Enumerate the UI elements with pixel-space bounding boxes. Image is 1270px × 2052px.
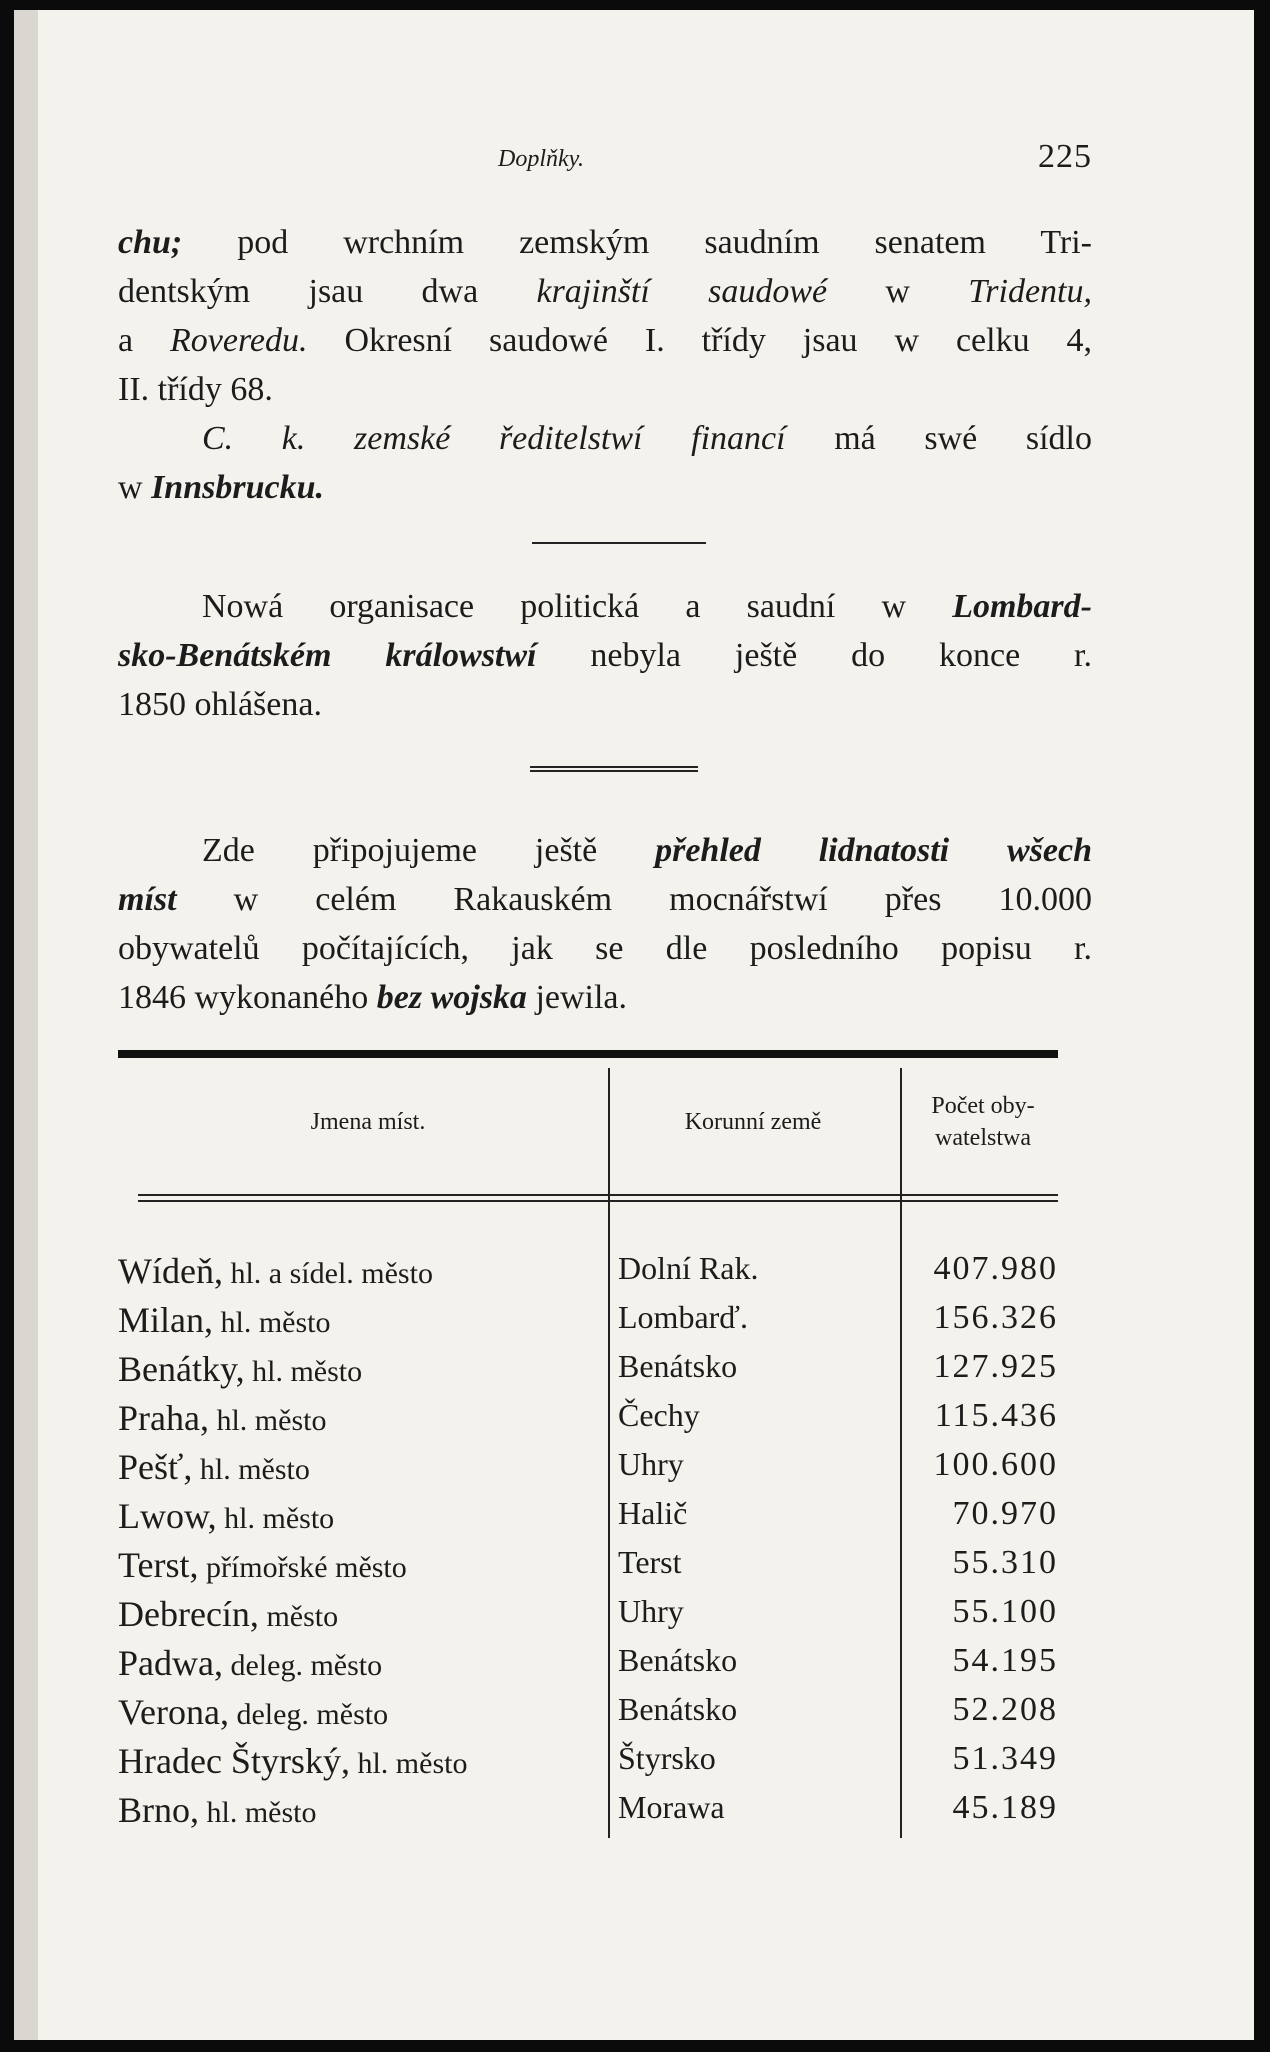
text-line [118,631,1092,680]
text-line [118,267,1092,316]
header-place: Jmena míst. [310,1109,426,1135]
place-name: Hradec Štyrský, [118,1741,350,1781]
section-divider [530,766,698,768]
place-status: deleg. město [228,1698,389,1731]
running-title: Doplňky. [498,146,584,172]
text-run: má swé sídlo [785,420,1092,457]
place-status: hl. město [213,1306,331,1339]
table-row [118,1642,1058,1691]
text-run: Roveredu. [170,322,308,359]
place-status: hl. město [349,1747,468,1780]
text-run: Nowá organisace politická a saudní w [202,588,953,625]
place-cell [118,1593,338,1635]
place-status: hl. město [199,1796,317,1829]
crown-land-cell: Uhry [618,1446,684,1482]
place-status: deleg. město [222,1649,383,1682]
table-row [118,1348,1058,1397]
crown-land-cell: Halič [618,1495,688,1531]
population-cell: 127.925 [933,1348,1058,1385]
crown-land-cell: Čechy [618,1397,700,1433]
text-run: dentským jsau dwa [118,273,537,310]
text-run: míst [118,881,177,918]
place-cell [118,1397,326,1439]
place-cell [118,1691,388,1733]
table-row [118,1544,1058,1593]
table-top-rule [118,1050,1058,1058]
place-cell [118,1250,433,1292]
place-status: město [258,1600,339,1633]
population-cell: 70.970 [952,1495,1058,1532]
place-cell [118,1348,362,1390]
paragraph-overview [118,826,1092,1022]
crown-land-cell: Dolní Rak. [618,1250,759,1286]
place-name: Padwa, [118,1643,223,1683]
text-run: w [118,469,152,506]
text-line [118,365,1092,414]
header-rule [902,1200,1058,1202]
population-cell: 115.436 [934,1397,1058,1434]
place-status: hl. město [192,1453,310,1486]
section-divider [532,542,706,544]
running-header [118,138,1092,178]
text-line [118,582,1092,631]
text-run: Zde připojujeme ještě [202,832,656,869]
text-run: 1846 wykonaného [118,979,377,1016]
text-run: obywatelů počítajících, jak se dle posledního popisu r. [118,930,1092,967]
section-divider [530,770,698,772]
population-cell: 55.100 [952,1593,1058,1630]
place-status: hl. město [208,1404,327,1437]
table-row [118,1446,1058,1495]
table-row [118,1789,1058,1838]
text-run: pod wrchním zemským saudním senatem Tri- [182,224,1092,261]
header-population [908,1090,1058,1154]
header-rule [610,1200,900,1202]
text-run: II. třídy 68. [118,371,273,408]
header-population-line2: watelstwa [935,1125,1031,1151]
place-status: přímořské město [198,1551,407,1584]
table-row [118,1593,1058,1642]
population-cell: 407.980 [933,1250,1058,1287]
text-run: sko-Benátském králowstwí [118,637,537,674]
text-run: w celém Rakauském mocnářstwí přes 10.000 [176,881,1092,918]
place-cell [118,1740,467,1782]
place-name: Lwow, [118,1496,217,1536]
paragraph-finance [118,414,1092,512]
book-page [14,10,1254,2040]
place-name: Pešť, [118,1447,193,1487]
header-rule [902,1194,1058,1196]
place-name: Praha, [118,1398,209,1438]
header-rule [610,1194,900,1196]
table-row [118,1397,1058,1446]
text-run: Innsbrucku. [151,469,324,506]
text-line [118,826,1092,875]
text-run: C. k. zemské ředitelstwí financí [202,420,786,457]
place-cell [118,1446,310,1488]
text-line [118,973,1092,1022]
population-cell: 156.326 [933,1299,1058,1336]
population-cell: 51.349 [952,1740,1058,1777]
population-cell: 45.189 [952,1789,1058,1826]
text-run: chu; [118,224,183,261]
text-run: w [827,273,969,310]
header-population-line1: Počet oby- [931,1093,1035,1119]
text-line [118,316,1092,365]
place-cell [118,1789,317,1831]
place-name: Debrecín, [118,1594,259,1634]
crown-land-cell: Uhry [618,1593,684,1629]
header-land: Korunní země [684,1109,822,1135]
table-row [118,1495,1058,1544]
crown-land-cell: Benátsko [618,1348,738,1384]
place-name: Brno, [118,1790,199,1830]
text-run: bez wojska [376,979,527,1016]
place-name: Terst, [118,1545,199,1585]
text-line [118,463,1092,512]
paragraph-courts [118,218,1092,414]
place-name: Verona, [118,1692,229,1732]
page-number: 225 [1038,138,1092,175]
table-row [118,1299,1058,1348]
text-line [118,680,1092,729]
place-cell [118,1495,334,1537]
text-line [118,414,1092,463]
place-status: hl. město [244,1355,363,1388]
table-row [118,1740,1058,1789]
text-run: 1850 ohlášena. [118,686,322,723]
text-run: Okresní saudowé I. třídy jsau w celku 4, [307,322,1092,359]
crown-land-cell: Benátsko [618,1642,738,1678]
place-name: Milan, [118,1300,213,1340]
text-run: Lombard- [952,588,1092,625]
population-cell: 54.195 [952,1642,1058,1679]
crown-land-cell: Lombarď. [618,1299,748,1335]
crown-land-cell: Morawa [618,1789,725,1825]
place-name: Benátky, [118,1349,245,1389]
text-line [118,218,1092,267]
text-run: nebyla ještě do konce r. [536,637,1093,674]
header-rule [138,1194,608,1196]
population-cell: 100.600 [933,1446,1058,1483]
place-cell [118,1642,382,1684]
crown-land-cell: Terst [618,1544,682,1580]
header-rule [138,1200,608,1202]
text-run: a [118,322,171,359]
table-row [118,1250,1058,1299]
table-row [118,1691,1058,1740]
population-table [118,1050,1058,1840]
text-run: Tridentu, [968,273,1092,310]
text-run: krajinští saudowé [536,273,828,310]
text-line [118,924,1092,973]
place-cell [118,1299,331,1341]
crown-land-cell: Štyrsko [618,1740,716,1776]
crown-land-cell: Benátsko [618,1691,738,1727]
text-line [118,875,1092,924]
text-run: přehled lidnatosti wšech [655,832,1092,869]
population-cell: 52.208 [952,1691,1058,1728]
paragraph-lombardy [118,582,1092,729]
text-run: jewila. [526,979,628,1016]
population-cell: 55.310 [952,1544,1058,1581]
place-status: hl. a sídel. město [222,1257,433,1290]
place-cell [118,1544,407,1586]
place-status: hl. město [216,1502,335,1535]
place-name: Wídeň, [118,1251,223,1291]
